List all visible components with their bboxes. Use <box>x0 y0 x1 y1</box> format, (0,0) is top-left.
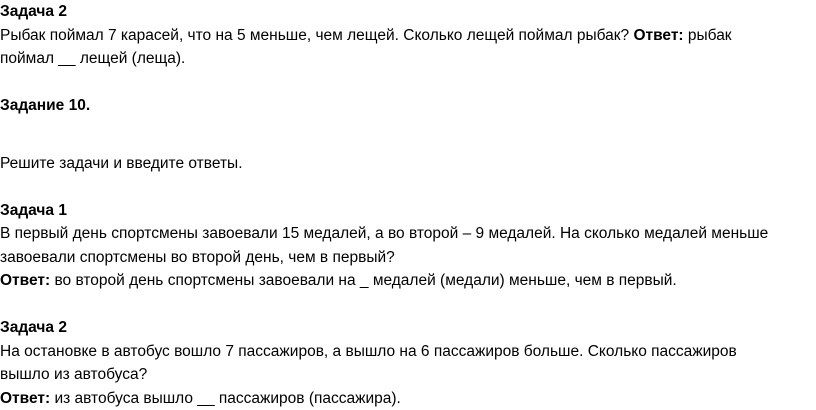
task2-text-line1: На остановке в автобус вошло 7 пассажиров, а вышло на 6 пассажиров больше. Сколько пассажиров <box>0 340 812 364</box>
task1-answer <box>0 269 812 293</box>
block1-answer-tail: рыбак <box>688 27 732 44</box>
block1-answer-line: поймал __ лещей (леща). <box>0 47 812 71</box>
task2-answer-label: Ответ: <box>0 390 50 407</box>
block1-question-line <box>0 24 812 48</box>
task1-answer-text: во второй день спортсмены завоевали на _ медалей (медали) меньше, чем в первый. <box>54 272 676 289</box>
task1-heading: Задача 1 <box>0 199 812 223</box>
section-title: Задание 10. <box>0 94 812 118</box>
task2-answer-text: из автобуса вышло __ пассажиров (пассажира). <box>54 390 400 407</box>
task1-text-line2: завоевали спортсмены во второй день, чем в первый? <box>0 246 812 270</box>
task2-heading: Задача 2 <box>0 316 812 340</box>
task1-text-line1: В первый день спортсмены завоевали 15 медалей, а во второй – 9 медалей. На сколько медалей меньше <box>0 222 812 246</box>
block1-answer-label: Ответ: <box>633 27 683 44</box>
block1-question-text: Рыбак поймал 7 карасей, что на 5 меньше, чем лещей. Сколько лещей поймал рыбак? <box>0 27 629 44</box>
task2-text-line2: вышло из автобуса? <box>0 363 812 387</box>
task2-answer <box>0 387 812 410</box>
block1-heading: Задача 2 <box>0 0 812 24</box>
task1-answer-label: Ответ: <box>0 272 50 289</box>
section-instruction: Решите задачи и введите ответы. <box>0 152 812 176</box>
